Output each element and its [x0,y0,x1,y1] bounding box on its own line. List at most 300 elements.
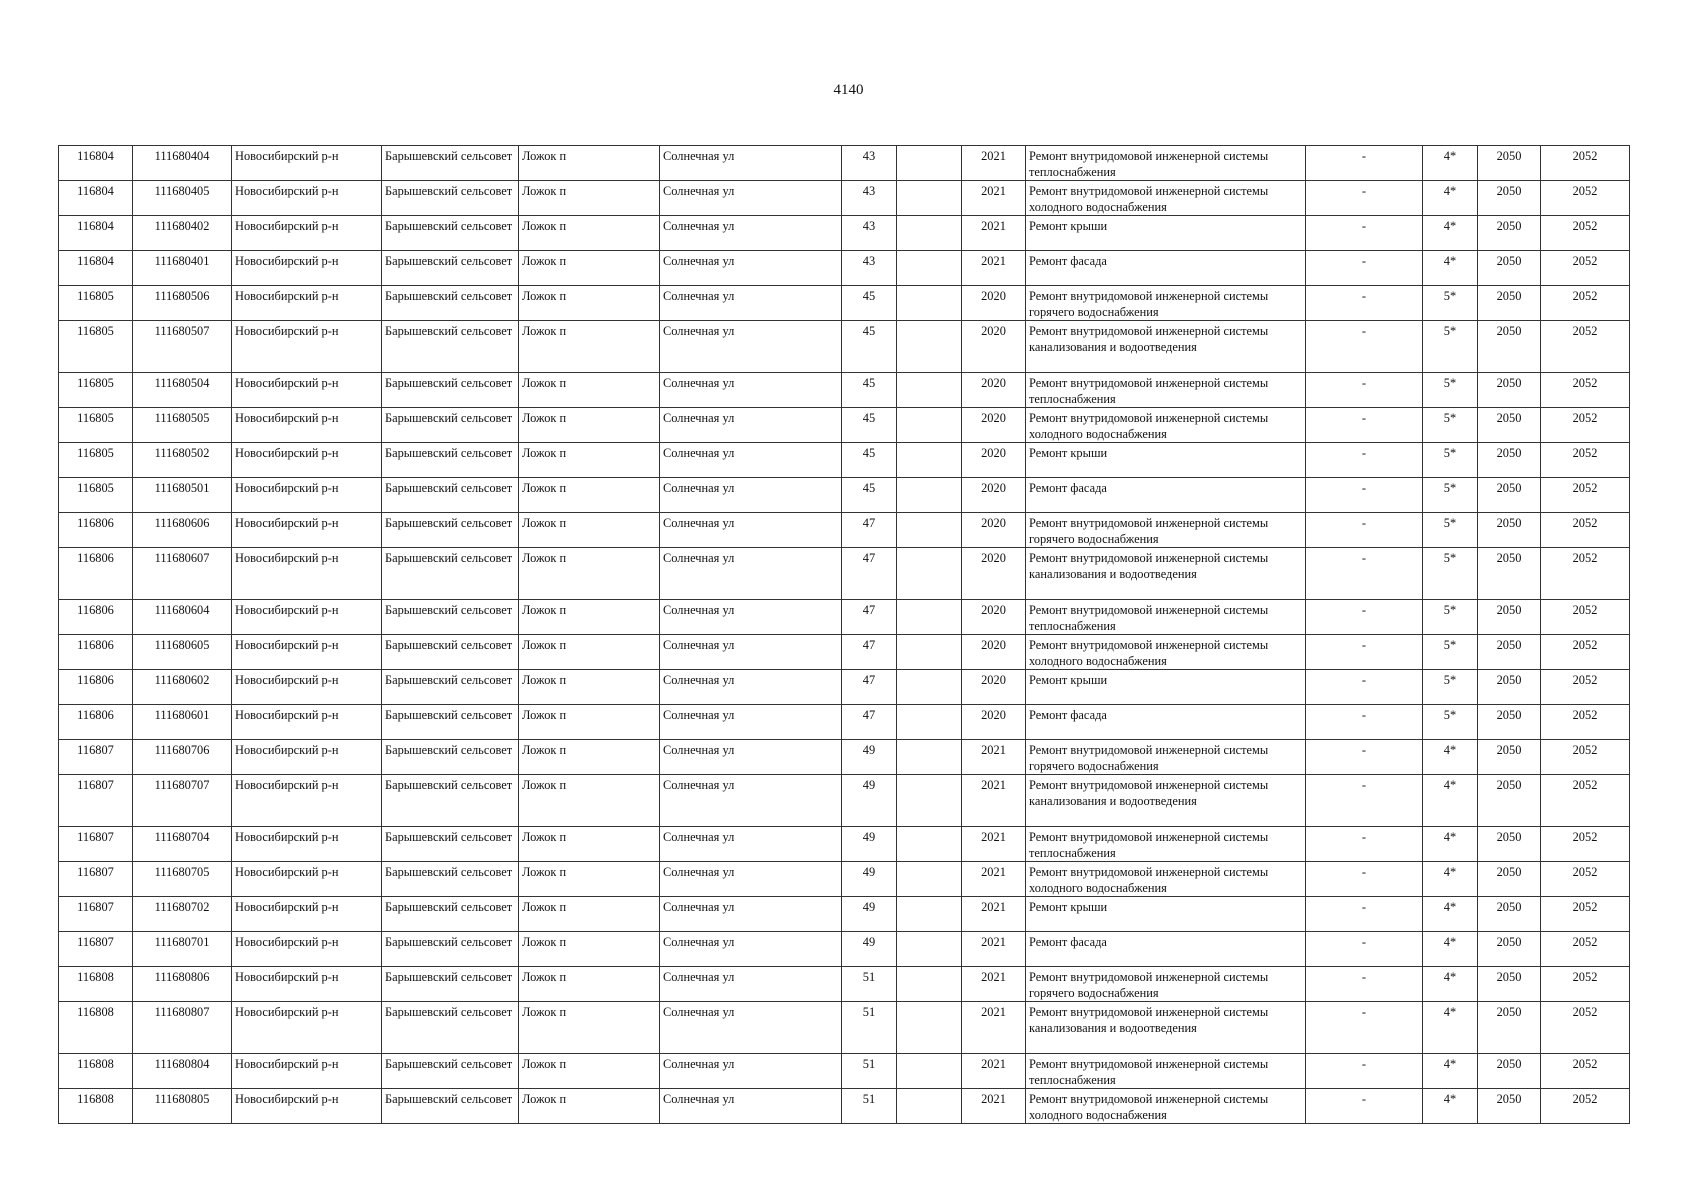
year-end-cell: 2052 [1541,513,1630,548]
house-id-cell: 116807 [59,775,133,827]
street-cell: Солнечная ул [660,513,842,548]
house-id-cell: 116805 [59,478,133,513]
work-type-cell: Ремонт фасада [1026,251,1306,286]
year-cell: 2020 [962,321,1026,373]
locality-cell: Ложок п [519,478,660,513]
district-cell: Новосибирский р-н [232,967,382,1002]
house-number-cell: 51 [842,1002,897,1054]
year-cell: 2020 [962,513,1026,548]
year-start-cell: 2050 [1478,478,1541,513]
dash-cell: - [1306,548,1423,600]
building-cell [897,775,962,827]
dash-cell: - [1306,181,1423,216]
district-cell: Новосибирский р-н [232,670,382,705]
year-end-cell: 2052 [1541,635,1630,670]
year-start-cell: 2050 [1478,1089,1541,1124]
rank-cell: 5* [1423,478,1478,513]
work-id-cell: 111680807 [133,1002,232,1054]
repair-schedule-table [58,145,1630,1124]
locality-cell: Ложок п [519,967,660,1002]
settlement-cell: Барышевский сельсовет [382,443,519,478]
year-cell: 2021 [962,216,1026,251]
street-cell: Солнечная ул [660,216,842,251]
year-start-cell: 2050 [1478,548,1541,600]
house-id-cell: 116807 [59,862,133,897]
house-id-cell: 116804 [59,216,133,251]
house-number-cell: 43 [842,216,897,251]
work-id-cell: 111680604 [133,600,232,635]
house-id-cell: 116805 [59,408,133,443]
year-start-cell: 2050 [1478,373,1541,408]
year-end-cell: 2052 [1541,897,1630,932]
settlement-cell: Барышевский сельсовет [382,1002,519,1054]
house-number-cell: 47 [842,600,897,635]
settlement-cell: Барышевский сельсовет [382,373,519,408]
dash-cell: - [1306,146,1423,181]
settlement-cell: Барышевский сельсовет [382,146,519,181]
building-cell [897,967,962,1002]
year-start-cell: 2050 [1478,897,1541,932]
district-cell: Новосибирский р-н [232,635,382,670]
street-cell: Солнечная ул [660,251,842,286]
year-end-cell: 2052 [1541,670,1630,705]
settlement-cell: Барышевский сельсовет [382,478,519,513]
dash-cell: - [1306,1002,1423,1054]
rank-cell: 4* [1423,146,1478,181]
house-id-cell: 116808 [59,1089,133,1124]
house-number-cell: 47 [842,705,897,740]
rank-cell: 4* [1423,967,1478,1002]
building-cell [897,862,962,897]
settlement-cell: Барышевский сельсовет [382,967,519,1002]
year-end-cell: 2052 [1541,862,1630,897]
rank-cell: 5* [1423,513,1478,548]
year-cell: 2020 [962,548,1026,600]
settlement-cell: Барышевский сельсовет [382,286,519,321]
house-id-cell: 116808 [59,1002,133,1054]
year-start-cell: 2050 [1478,1002,1541,1054]
table-row [59,967,1630,1002]
locality-cell: Ложок п [519,1089,660,1124]
dash-cell: - [1306,932,1423,967]
dash-cell: - [1306,967,1423,1002]
settlement-cell: Барышевский сельсовет [382,548,519,600]
locality-cell: Ложок п [519,216,660,251]
year-cell: 2021 [962,1054,1026,1089]
table-row [59,862,1630,897]
district-cell: Новосибирский р-н [232,251,382,286]
house-id-cell: 116808 [59,967,133,1002]
house-id-cell: 116807 [59,932,133,967]
street-cell: Солнечная ул [660,740,842,775]
work-type-cell: Ремонт внутридомовой инженерной системы канализования и водоотведения [1026,775,1306,827]
year-start-cell: 2050 [1478,740,1541,775]
street-cell: Солнечная ул [660,408,842,443]
settlement-cell: Барышевский сельсовет [382,827,519,862]
house-id-cell: 116808 [59,1054,133,1089]
settlement-cell: Барышевский сельсовет [382,635,519,670]
year-end-cell: 2052 [1541,443,1630,478]
house-number-cell: 43 [842,146,897,181]
work-type-cell: Ремонт внутридомовой инженерной системы горячего водоснабжения [1026,740,1306,775]
house-id-cell: 116807 [59,740,133,775]
rank-cell: 4* [1423,775,1478,827]
building-cell [897,897,962,932]
house-id-cell: 116806 [59,600,133,635]
work-type-cell: Ремонт внутридомовой инженерной системы теплоснабжения [1026,827,1306,862]
district-cell: Новосибирский р-н [232,548,382,600]
work-type-cell: Ремонт крыши [1026,216,1306,251]
locality-cell: Ложок п [519,373,660,408]
work-id-cell: 111680404 [133,146,232,181]
year-start-cell: 2050 [1478,216,1541,251]
year-start-cell: 2050 [1478,286,1541,321]
work-type-cell: Ремонт внутридомовой инженерной системы холодного водоснабжения [1026,862,1306,897]
house-number-cell: 49 [842,827,897,862]
rank-cell: 4* [1423,1002,1478,1054]
house-number-cell: 47 [842,670,897,705]
table-row [59,932,1630,967]
rank-cell: 4* [1423,181,1478,216]
building-cell [897,321,962,373]
settlement-cell: Барышевский сельсовет [382,932,519,967]
dash-cell: - [1306,635,1423,670]
house-number-cell: 43 [842,181,897,216]
work-type-cell: Ремонт внутридомовой инженерной системы теплоснабжения [1026,146,1306,181]
work-type-cell: Ремонт внутридомовой инженерной системы канализования и водоотведения [1026,1002,1306,1054]
house-number-cell: 51 [842,967,897,1002]
year-end-cell: 2052 [1541,600,1630,635]
street-cell: Солнечная ул [660,181,842,216]
year-start-cell: 2050 [1478,600,1541,635]
street-cell: Солнечная ул [660,286,842,321]
rank-cell: 4* [1423,216,1478,251]
district-cell: Новосибирский р-н [232,932,382,967]
dash-cell: - [1306,827,1423,862]
rank-cell: 4* [1423,1054,1478,1089]
rank-cell: 5* [1423,408,1478,443]
house-id-cell: 116804 [59,146,133,181]
locality-cell: Ложок п [519,408,660,443]
dash-cell: - [1306,216,1423,251]
year-end-cell: 2052 [1541,1089,1630,1124]
year-end-cell: 2052 [1541,408,1630,443]
year-cell: 2020 [962,705,1026,740]
year-start-cell: 2050 [1478,146,1541,181]
work-type-cell: Ремонт внутридомовой инженерной системы горячего водоснабжения [1026,286,1306,321]
table-row [59,251,1630,286]
work-type-cell: Ремонт крыши [1026,670,1306,705]
building-cell [897,408,962,443]
year-cell: 2021 [962,740,1026,775]
settlement-cell: Барышевский сельсовет [382,321,519,373]
dash-cell: - [1306,1089,1423,1124]
table-row [59,1002,1630,1054]
dash-cell: - [1306,705,1423,740]
settlement-cell: Барышевский сельсовет [382,862,519,897]
year-cell: 2020 [962,600,1026,635]
locality-cell: Ложок п [519,181,660,216]
year-end-cell: 2052 [1541,967,1630,1002]
house-number-cell: 47 [842,548,897,600]
locality-cell: Ложок п [519,775,660,827]
locality-cell: Ложок п [519,705,660,740]
dash-cell: - [1306,740,1423,775]
house-number-cell: 45 [842,373,897,408]
district-cell: Новосибирский р-н [232,1002,382,1054]
building-cell [897,635,962,670]
building-cell [897,740,962,775]
table-row [59,181,1630,216]
work-id-cell: 111680805 [133,1089,232,1124]
page-number: 4140 [833,82,864,98]
table-row [59,513,1630,548]
rank-cell: 4* [1423,932,1478,967]
rank-cell: 4* [1423,862,1478,897]
year-cell: 2021 [962,146,1026,181]
work-id-cell: 111680505 [133,408,232,443]
work-id-cell: 111680506 [133,286,232,321]
street-cell: Солнечная ул [660,1002,842,1054]
building-cell [897,1089,962,1124]
street-cell: Солнечная ул [660,775,842,827]
work-id-cell: 111680806 [133,967,232,1002]
house-id-cell: 116806 [59,548,133,600]
year-cell: 2020 [962,286,1026,321]
house-id-cell: 116806 [59,705,133,740]
building-cell [897,548,962,600]
house-number-cell: 51 [842,1054,897,1089]
street-cell: Солнечная ул [660,705,842,740]
street-cell: Солнечная ул [660,967,842,1002]
year-end-cell: 2052 [1541,286,1630,321]
building-cell [897,827,962,862]
year-start-cell: 2050 [1478,513,1541,548]
locality-cell: Ложок п [519,548,660,600]
district-cell: Новосибирский р-н [232,1054,382,1089]
locality-cell: Ложок п [519,251,660,286]
table-row [59,146,1630,181]
table-row [59,705,1630,740]
table-row [59,478,1630,513]
building-cell [897,478,962,513]
dash-cell: - [1306,775,1423,827]
work-id-cell: 111680605 [133,635,232,670]
table-row [59,321,1630,373]
work-id-cell: 111680601 [133,705,232,740]
rank-cell: 5* [1423,705,1478,740]
street-cell: Солнечная ул [660,1089,842,1124]
table-row [59,635,1630,670]
building-cell [897,705,962,740]
street-cell: Солнечная ул [660,146,842,181]
work-type-cell: Ремонт фасада [1026,705,1306,740]
house-id-cell: 116806 [59,635,133,670]
district-cell: Новосибирский р-н [232,216,382,251]
table-body [59,146,1630,1124]
year-end-cell: 2052 [1541,548,1630,600]
house-id-cell: 116807 [59,897,133,932]
work-type-cell: Ремонт внутридомовой инженерной системы теплоснабжения [1026,1054,1306,1089]
district-cell: Новосибирский р-н [232,408,382,443]
locality-cell: Ложок п [519,740,660,775]
district-cell: Новосибирский р-н [232,1089,382,1124]
work-type-cell: Ремонт внутридомовой инженерной системы холодного водоснабжения [1026,181,1306,216]
year-end-cell: 2052 [1541,373,1630,408]
work-type-cell: Ремонт внутридомовой инженерной системы теплоснабжения [1026,600,1306,635]
work-id-cell: 111680707 [133,775,232,827]
building-cell [897,181,962,216]
district-cell: Новосибирский р-н [232,146,382,181]
rank-cell: 5* [1423,548,1478,600]
year-start-cell: 2050 [1478,775,1541,827]
settlement-cell: Барышевский сельсовет [382,181,519,216]
street-cell: Солнечная ул [660,548,842,600]
year-start-cell: 2050 [1478,408,1541,443]
year-start-cell: 2050 [1478,251,1541,286]
dash-cell: - [1306,373,1423,408]
year-start-cell: 2050 [1478,1054,1541,1089]
rank-cell: 5* [1423,635,1478,670]
year-cell: 2021 [962,827,1026,862]
house-number-cell: 45 [842,443,897,478]
locality-cell: Ложок п [519,286,660,321]
district-cell: Новосибирский р-н [232,443,382,478]
dash-cell: - [1306,321,1423,373]
rank-cell: 4* [1423,1089,1478,1124]
dash-cell: - [1306,670,1423,705]
year-cell: 2021 [962,967,1026,1002]
settlement-cell: Барышевский сельсовет [382,513,519,548]
year-end-cell: 2052 [1541,932,1630,967]
year-start-cell: 2050 [1478,321,1541,373]
year-end-cell: 2052 [1541,705,1630,740]
work-id-cell: 111680501 [133,478,232,513]
work-type-cell: Ремонт внутридомовой инженерной системы холодного водоснабжения [1026,408,1306,443]
year-cell: 2021 [962,251,1026,286]
district-cell: Новосибирский р-н [232,181,382,216]
building-cell [897,286,962,321]
year-cell: 2021 [962,1089,1026,1124]
work-type-cell: Ремонт внутридомовой инженерной системы горячего водоснабжения [1026,967,1306,1002]
street-cell: Солнечная ул [660,600,842,635]
rank-cell: 4* [1423,897,1478,932]
house-number-cell: 43 [842,251,897,286]
house-number-cell: 49 [842,775,897,827]
street-cell: Солнечная ул [660,635,842,670]
district-cell: Новосибирский р-н [232,897,382,932]
settlement-cell: Барышевский сельсовет [382,775,519,827]
year-end-cell: 2052 [1541,1054,1630,1089]
building-cell [897,932,962,967]
rank-cell: 4* [1423,827,1478,862]
street-cell: Солнечная ул [660,373,842,408]
work-type-cell: Ремонт внутридомовой инженерной системы холодного водоснабжения [1026,635,1306,670]
table-row [59,1054,1630,1089]
work-id-cell: 111680704 [133,827,232,862]
rank-cell: 5* [1423,286,1478,321]
rank-cell: 5* [1423,443,1478,478]
rank-cell: 4* [1423,740,1478,775]
settlement-cell: Барышевский сельсовет [382,251,519,286]
year-end-cell: 2052 [1541,1002,1630,1054]
settlement-cell: Барышевский сельсовет [382,897,519,932]
house-number-cell: 45 [842,478,897,513]
settlement-cell: Барышевский сельсовет [382,1054,519,1089]
work-id-cell: 111680502 [133,443,232,478]
table-row [59,216,1630,251]
work-type-cell: Ремонт внутридомовой инженерной системы теплоснабжения [1026,373,1306,408]
year-end-cell: 2052 [1541,740,1630,775]
building-cell [897,513,962,548]
street-cell: Солнечная ул [660,897,842,932]
dash-cell: - [1306,478,1423,513]
house-id-cell: 116806 [59,670,133,705]
house-number-cell: 45 [842,408,897,443]
locality-cell: Ложок п [519,932,660,967]
dash-cell: - [1306,513,1423,548]
dash-cell: - [1306,286,1423,321]
table-row [59,373,1630,408]
locality-cell: Ложок п [519,1002,660,1054]
table-row [59,827,1630,862]
settlement-cell: Барышевский сельсовет [382,1089,519,1124]
year-end-cell: 2052 [1541,321,1630,373]
table-row [59,443,1630,478]
street-cell: Солнечная ул [660,932,842,967]
year-cell: 2020 [962,408,1026,443]
work-id-cell: 111680804 [133,1054,232,1089]
dash-cell: - [1306,862,1423,897]
settlement-cell: Барышевский сельсовет [382,216,519,251]
district-cell: Новосибирский р-н [232,286,382,321]
year-start-cell: 2050 [1478,443,1541,478]
work-id-cell: 111680606 [133,513,232,548]
locality-cell: Ложок п [519,443,660,478]
year-end-cell: 2052 [1541,827,1630,862]
year-cell: 2020 [962,478,1026,513]
year-start-cell: 2050 [1478,181,1541,216]
district-cell: Новосибирский р-н [232,321,382,373]
work-id-cell: 111680401 [133,251,232,286]
work-id-cell: 111680405 [133,181,232,216]
house-number-cell: 49 [842,862,897,897]
house-number-cell: 51 [842,1089,897,1124]
work-type-cell: Ремонт внутридомовой инженерной системы канализования и водоотведения [1026,321,1306,373]
locality-cell: Ложок п [519,635,660,670]
street-cell: Солнечная ул [660,670,842,705]
district-cell: Новосибирский р-н [232,862,382,897]
dash-cell: - [1306,897,1423,932]
street-cell: Солнечная ул [660,827,842,862]
building-cell [897,1054,962,1089]
work-type-cell: Ремонт фасада [1026,932,1306,967]
year-cell: 2020 [962,443,1026,478]
settlement-cell: Барышевский сельсовет [382,705,519,740]
street-cell: Солнечная ул [660,1054,842,1089]
settlement-cell: Барышевский сельсовет [382,670,519,705]
district-cell: Новосибирский р-н [232,705,382,740]
house-number-cell: 49 [842,897,897,932]
year-cell: 2021 [962,862,1026,897]
building-cell [897,251,962,286]
year-cell: 2020 [962,670,1026,705]
rank-cell: 5* [1423,600,1478,635]
street-cell: Солнечная ул [660,478,842,513]
year-start-cell: 2050 [1478,932,1541,967]
dash-cell: - [1306,408,1423,443]
locality-cell: Ложок п [519,862,660,897]
